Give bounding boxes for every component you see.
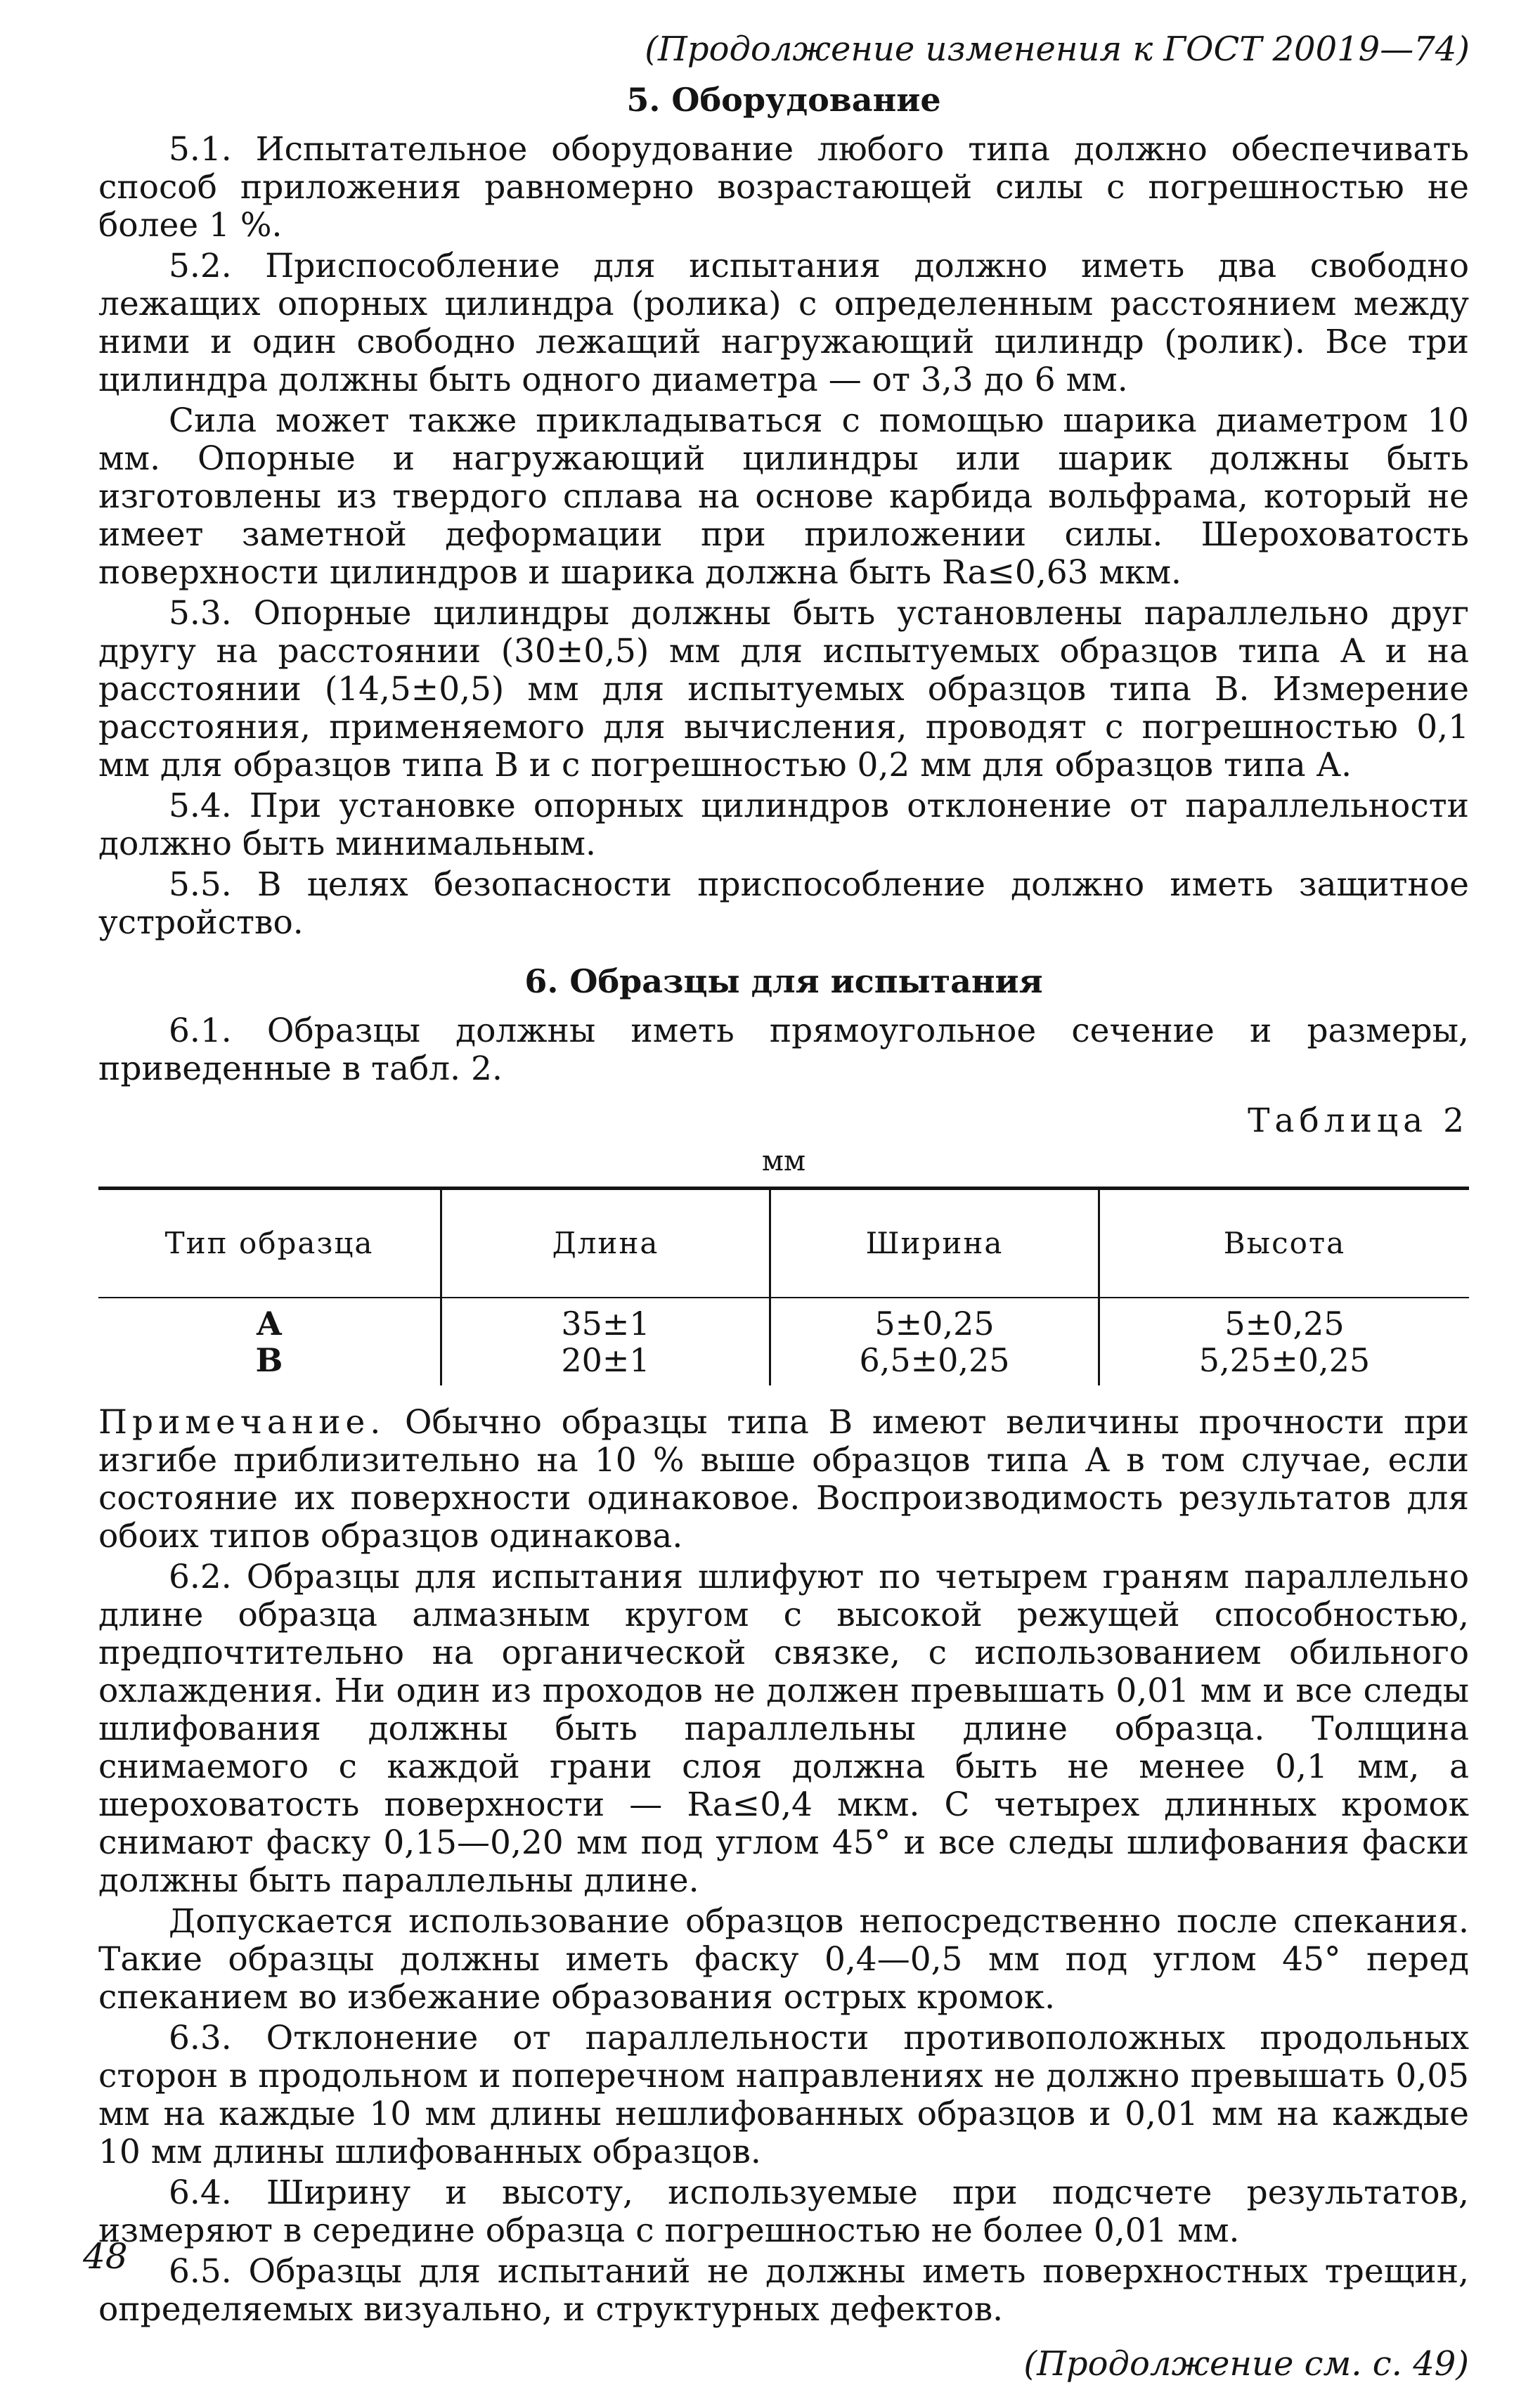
paragraph-5-1: 5.1. Испытательное оборудование любого типа должно обеспечивать способ приложения равномерно возрастающей силы с погрешностью не более 1 %. bbox=[98, 130, 1469, 245]
table-note bbox=[98, 1404, 1469, 1556]
note-text: Обычно образцы типа В имеют величины прочности при изгибе приблизительно на 10 % выше образцов типа А в том случае, если состояние их поверхности одинаковое. Воспроизводимость результатов для обоих типов образцов одинакова. bbox=[98, 1403, 1469, 1556]
paragraph-5-2: 5.2. Приспособление для испытания должно иметь два свободно лежащих опорных цилиндра (ролика) с определенным расстоянием между ними и один свободно лежащий нагружающий цилиндр (ролик). Все три цилиндра должны быть одного диаметра — от 3,3 до 6 мм. bbox=[98, 247, 1469, 399]
paragraph-5-2-force: Сила может также прикладываться с помощью шарика диаметром 10 мм. Опорные и нагружающий цилиндры или шарик должны быть изготовлены из твердого сплава на основе карбида вольфрама, который не имеет заметной деформации при приложении силы. Шероховатость поверхности цилиндров и шарика должна быть Ra≤0,63 мкм. bbox=[98, 401, 1469, 592]
paragraph-6-2: 6.2. Образцы для испытания шлифуют по четырем граням параллельно длине образца алмазным кругом с высокой режущей способностью, предпочтительно на органической связке, с использованием обильного охлаждения. Ни один из проходов не должен превышать 0,01 мм и все следы шлифования должны быть параллельны длине образца. Толщина снимаемого с каждой грани слоя должна быть не менее 0,1 мм, а шероховатость поверхности — Ra≤0,4 мкм. С четырех длинных кромок снимают фаску 0,15—0,20 мм под углом 45° и все следы шлифования фаски должны быть параллельны длине. bbox=[98, 1558, 1469, 1900]
cell-width: 6,5±0,25 bbox=[770, 1342, 1099, 1385]
section-6-title: 6. Образцы для испытания bbox=[524, 962, 1043, 1000]
paragraph-6-5: 6.5. Образцы для испытаний не должны иметь поверхностных трещин, определяемых визуально, и структурных дефектов. bbox=[98, 2252, 1469, 2329]
header-length: Длина bbox=[441, 1189, 770, 1298]
paragraph-5-3: 5.3. Опорные цилиндры должны быть установлены параллельно друг другу на расстоянии (30±0,5) мм для испытуемых образцов типа А и на расстоянии (14,5±0,5) мм для испытуемых образцов типа В. Измерение расстояния, применяемого для вычисления, проводят с погрешностью 0,1 мм для образцов типа В и с погрешностью 0,2 мм для образцов типа А. bbox=[98, 594, 1469, 784]
note-lead: Примечание. bbox=[98, 1403, 386, 1442]
cell-type: В bbox=[255, 1341, 283, 1379]
specimen-dimensions-table bbox=[98, 1187, 1469, 1385]
footer-continuation: (Продолжение см. с. 49) bbox=[1023, 2344, 1469, 2384]
paragraph-6-1: 6.1. Образцы должны иметь прямоугольное сечение и размеры, приведенные в табл. 2. bbox=[98, 1011, 1469, 1088]
table-row bbox=[98, 1342, 1469, 1385]
table-header-row bbox=[98, 1189, 1469, 1298]
paragraph-6-4: 6.4. Ширину и высоту, используемые при подсчете результатов, измеряют в середине образца с погрешностью не более 0,01 мм. bbox=[98, 2173, 1469, 2250]
section-5-title: 5. Оборудование bbox=[626, 81, 941, 119]
cell-length: 35±1 bbox=[441, 1298, 770, 1342]
table-row bbox=[98, 1298, 1469, 1342]
page-number: 48 bbox=[83, 2236, 128, 2277]
table-unit: мм bbox=[761, 1145, 806, 1177]
header-specimen-type: Тип образца bbox=[98, 1189, 441, 1298]
cell-height: 5,25±0,25 bbox=[1099, 1342, 1470, 1385]
header-width: Ширина bbox=[770, 1189, 1099, 1298]
header-height: Высота bbox=[1099, 1189, 1470, 1298]
header-continuation: (Продолжение изменения к ГОСТ 20019—74) bbox=[645, 30, 1470, 69]
cell-height: 5±0,25 bbox=[1099, 1298, 1470, 1342]
paragraph-6-3: 6.3. Отклонение от параллельности противоположных продольных сторон в продольном и поперечном направлениях не должно превышать 0,05 мм на каждые 10 мм длины нешлифованных образцов и 0,01 мм на каждые 10 мм длины шлифованных образцов. bbox=[98, 2019, 1469, 2171]
paragraph-5-5: 5.5. В целях безопасности приспособление должно иметь защитное устройство. bbox=[98, 865, 1469, 942]
cell-type: А bbox=[256, 1305, 283, 1343]
page-content bbox=[98, 79, 1469, 2385]
paragraph-5-4: 5.4. При установке опорных цилиндров отклонение от параллельности должно быть минимальным. bbox=[98, 787, 1469, 863]
paragraph-6-2-sintered: Допускается использование образцов непосредственно после спекания. Такие образцы должны иметь фаску 0,4—0,5 мм под углом 45° перед спеканием во избежание образования острых кромок. bbox=[98, 1902, 1469, 2017]
cell-length: 20±1 bbox=[441, 1342, 770, 1385]
table-caption: Таблица 2 bbox=[1248, 1101, 1469, 1140]
cell-width: 5±0,25 bbox=[770, 1298, 1099, 1342]
